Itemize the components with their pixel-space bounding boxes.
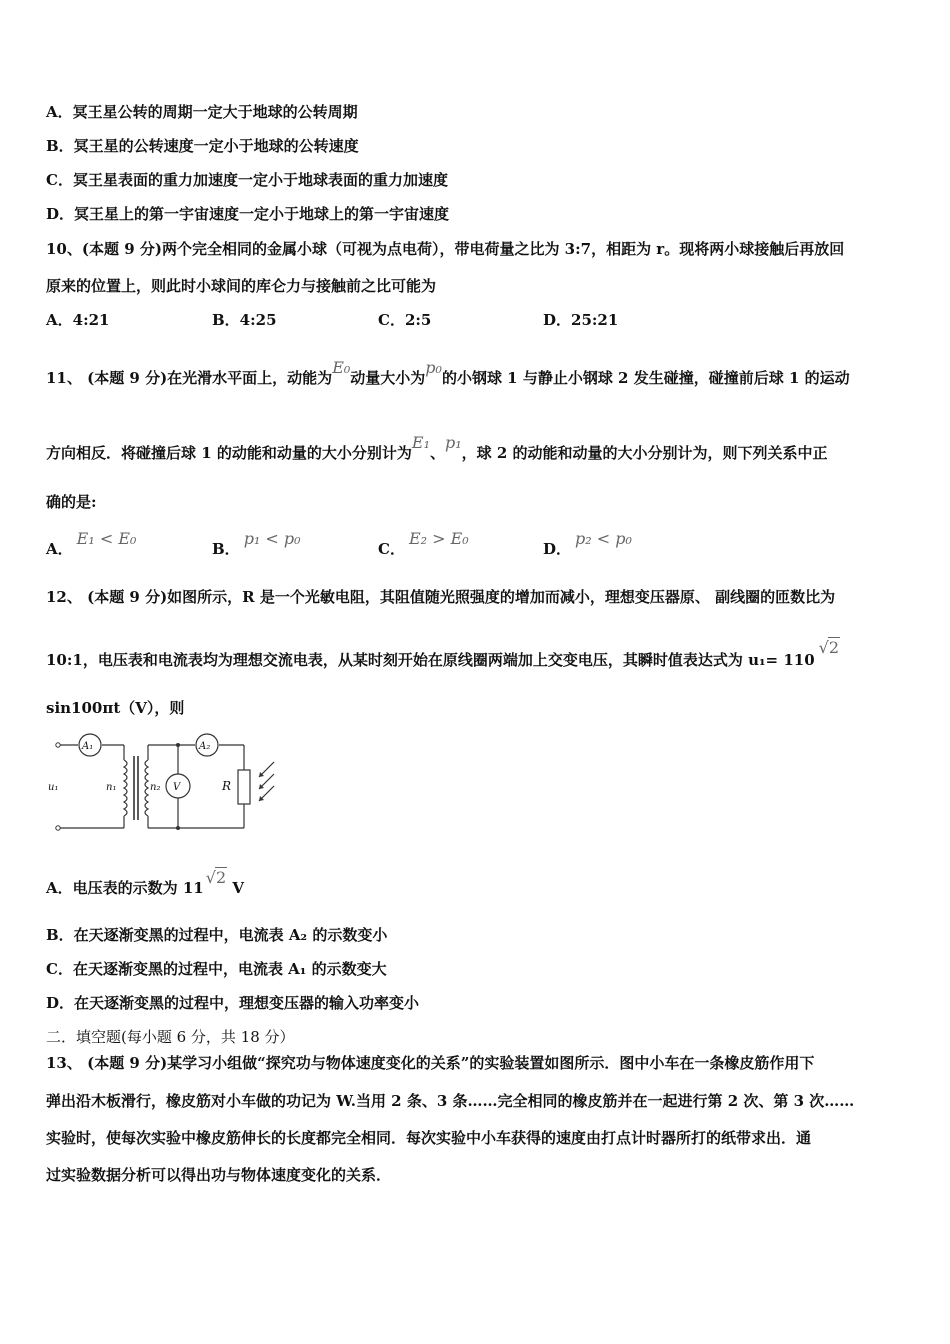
sqrt-2-option-a xyxy=(206,867,227,888)
u1-label: u₁ xyxy=(48,782,59,793)
sqrt-2 xyxy=(819,637,840,658)
q11-option-a xyxy=(46,529,137,559)
q11-text-2b: ，球 2 的动能和动量的大小分别计为，则下列关系中正 xyxy=(461,444,828,462)
transformer-circuit-diagram xyxy=(44,732,280,834)
resistor-r-label: R xyxy=(222,779,232,793)
q11-option-b xyxy=(212,529,301,559)
q10-stem-line1: 10、(本题 9 分)两个完全相同的金属小球（可视为点电荷），带电荷量之比为 3:7，相距为 r。现将两小球接触后再放回 xyxy=(46,240,845,258)
q13-stem-line3: 实验时，使每次实验中橡皮筋伸长的长度都完全相同．每次实验中小车获得的速度由打点计时器所打的纸带求出．通 xyxy=(46,1129,812,1147)
symbol-E1: E₁ xyxy=(411,433,430,452)
q11-option-a-label: A． xyxy=(46,540,73,558)
q10-option-c: C．2:5 xyxy=(378,311,432,329)
q10-option-b: B．4:25 xyxy=(212,311,277,329)
sqrt-radicand: 2 xyxy=(828,638,840,657)
q11-stem-line1 xyxy=(46,358,850,388)
sqrt-radicand-a: 2 xyxy=(215,868,227,887)
q13-stem-line4: 过实验数据分析可以得出功与物体速度变化的关系． xyxy=(46,1166,392,1184)
ammeter-a1-label: A₁ xyxy=(82,741,94,752)
symbol-E0: E₀ xyxy=(332,358,351,377)
q9-option-d: D．冥王星上的第一宇宙速度一定小于地球上的第一宇宙速度 xyxy=(46,205,450,223)
q11-option-b-math: p₁ < p₀ xyxy=(243,529,301,548)
q11-option-d-label: D． xyxy=(543,540,572,558)
q11-stem-line3: 确的是: xyxy=(46,493,97,511)
q11-text-1b: 动量大小为 xyxy=(350,369,426,387)
q9-option-c: C．冥王星表面的重力加速度一定小于地球表面的重力加速度 xyxy=(46,171,448,189)
q11-option-c-label: C． xyxy=(378,540,405,558)
voltmeter-label: V xyxy=(173,782,181,793)
q10-option-d: D．25:21 xyxy=(543,311,619,329)
ammeter-a2-label: A₂ xyxy=(199,741,211,752)
q11-text-1a: 11、 (本题 9 分)在光滑水平面上，动能为 xyxy=(46,369,333,387)
q11-option-c xyxy=(378,529,469,559)
q12-stem-line1: 12、 (本题 9 分)如图所示，R 是一个光敏电阻，其阻值随光照强度的增加而减小，理想变压器原、 副线圈的匝数比为 xyxy=(46,588,836,606)
q9-option-b: B．冥王星的公转速度一定小于地球的公转速度 xyxy=(46,137,359,155)
q12-option-c: C．在天逐渐变黑的过程中，电流表 A₁ 的示数变大 xyxy=(46,960,387,978)
n2-label: n₂ xyxy=(150,782,161,793)
q12-option-b: B．在天逐渐变黑的过程中，电流表 A₂ 的示数变小 xyxy=(46,926,388,944)
q11-sep: 、 xyxy=(429,444,445,462)
q13-stem-line2: 弹出沿木板滑行，橡皮筋对小车做的功记为 W.当用 2 条、3 条……完全相同的橡皮筋并在一起进行第 2 次、第 3 次…… xyxy=(46,1092,855,1110)
n1-label: n₁ xyxy=(106,782,117,793)
q12-text-2: 10:1，电压表和电流表均为理想交流电表，从某时刻开始在原线圈两端加上交变电压，其瞬时值表达式为 u₁= 110 xyxy=(46,651,815,669)
q9-option-a: A．冥王星公转的周期一定大于地球的公转周期 xyxy=(46,103,358,121)
q11-option-d xyxy=(543,529,632,559)
q11-option-a-math: E₁ < E₀ xyxy=(76,529,137,548)
sqrt-symbol: √ xyxy=(818,638,829,657)
symbol-p0: p₀ xyxy=(425,358,442,377)
q10-stem-line2: 原来的位置上，则此时小球间的库仑力与接触前之比可能为 xyxy=(46,277,437,295)
sqrt-symbol-a: √ xyxy=(205,868,216,887)
q12-option-d: D．在天逐渐变黑的过程中，理想变压器的输入功率变小 xyxy=(46,994,420,1012)
q12-option-a xyxy=(46,868,245,898)
q11-option-c-math: E₂ > E₀ xyxy=(408,529,469,548)
q11-option-b-label: B． xyxy=(212,540,240,558)
q10-option-a: A．4:21 xyxy=(46,311,110,329)
q12-option-a-post: V xyxy=(227,879,245,897)
q11-text-2a: 方向相反．将碰撞后球 1 的动能和动量的大小分别计为 xyxy=(46,444,412,462)
q11-text-1c: 的小钢球 1 与静止小钢球 2 发生碰撞，碰撞前后球 1 的运动 xyxy=(441,369,850,387)
q12-option-a-pre: A．电压表的示数为 11 xyxy=(46,879,204,897)
q12-stem-line3: sin100πt（V），则 xyxy=(46,699,185,717)
section-2-heading: 二．填空题(每小题 6 分，共 18 分） xyxy=(46,1028,295,1046)
symbol-p1: p₁ xyxy=(445,433,462,452)
q12-stem-line2 xyxy=(46,638,840,670)
q11-stem-line2 xyxy=(46,433,828,463)
q11-option-d-math: p₂ < p₀ xyxy=(575,529,632,548)
q13-stem-line1: 13、 (本题 9 分)某学习小组做“探究功与物体速度变化的关系”的实验装置如图所示．图中小车在一条橡皮筋作用下 xyxy=(46,1054,815,1072)
